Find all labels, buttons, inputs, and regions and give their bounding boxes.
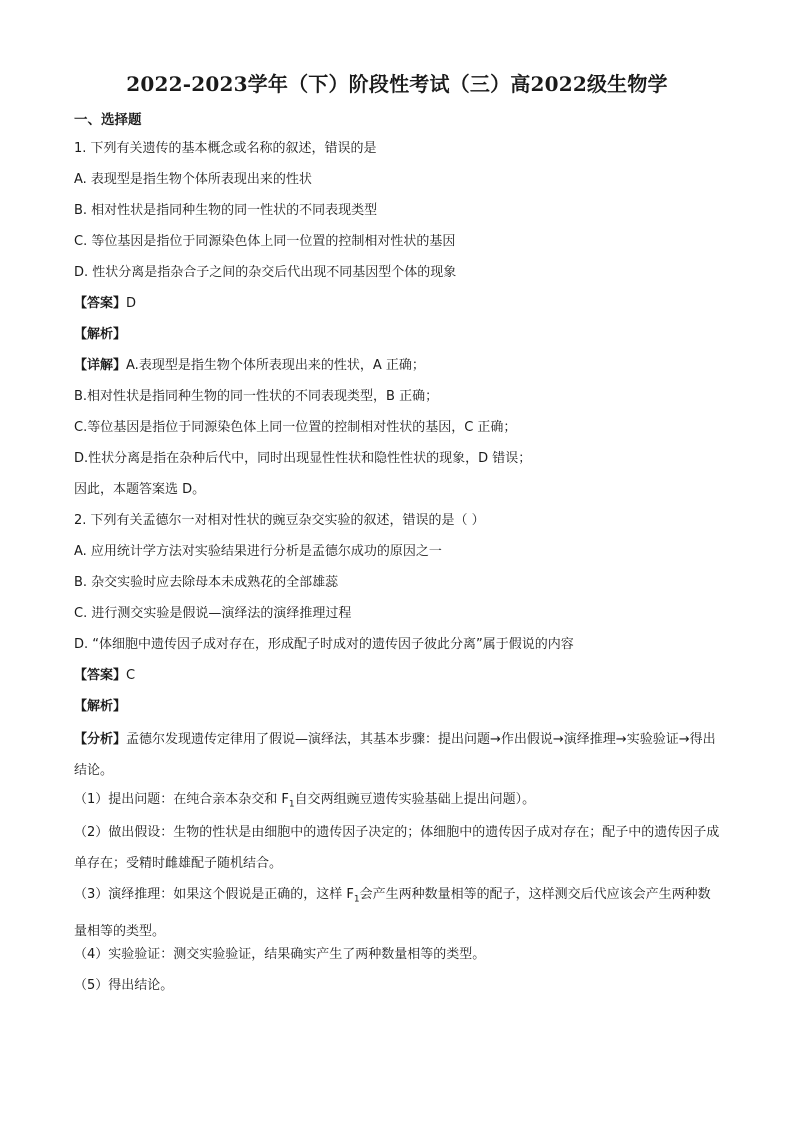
question-2-step-5: （5）得出结论。	[74, 978, 174, 993]
question-2-step-3	[74, 879, 720, 947]
question-1-option-b: B. 相对性状是指同种生物的同一性状的不同表现类型	[74, 203, 378, 218]
question-1-analysis-tag: 【解析】	[74, 327, 127, 342]
question-2-answer	[74, 666, 135, 686]
question-2-option-a: A. 应用统计学方法对实验结果进行分析是孟德尔成功的原因之一	[74, 544, 442, 559]
detail-tag: 【详解】	[74, 358, 127, 373]
answer-value: C	[126, 668, 136, 683]
question-1-option-d: D. 性状分离是指杂合子之间的杂交后代出现不同基因型个体的现象	[74, 265, 457, 280]
question-2-stem: 2. 下列有关孟德尔一对相对性状的豌豆杂交实验的叙述，错误的是（ ）	[74, 513, 485, 528]
detail-text: A.表现型是指生物个体所表现出来的性状，A 正确；	[126, 358, 425, 373]
step-3-post: 会产生两种数量相等的配子，这样测交后代应该会产生两种数量相等的类型。	[74, 887, 711, 939]
question-1-detail-3: C.等位基因是指位于同源染色体上同一位置的控制相对性状的基因，C 正确；	[74, 420, 517, 435]
question-2-step-4: （4）实验验证：测交实验验证，结果确实产生了两种数量相等的类型。	[74, 947, 486, 962]
question-2-option-c: C. 进行测交实验是假说—演绎法的演绎推理过程	[74, 606, 352, 621]
question-1-option-a: A. 表现型是指生物个体所表现出来的性状	[74, 172, 312, 187]
answer-value: D	[126, 296, 137, 311]
question-1-detail-4: D.性状分离是指在杂种后代中，同时出现显性性状和隐性性状的现象，D 错误；	[74, 451, 532, 466]
answer-tag: 【答案】	[74, 296, 127, 311]
question-1-stem: 1. 下列有关遗传的基本概念或名称的叙述，错误的是	[74, 141, 377, 156]
question-2-step-1	[74, 790, 535, 815]
step-3-subscript: 1	[353, 894, 360, 905]
question-2-option-d: D. “体细胞中遗传因子成对存在，形成配子时成对的遗传因子彼此分离”属于假说的内容	[74, 637, 574, 652]
question-1-detail-2: B.相对性状是指同种生物的同一性状的不同表现类型，B 正确；	[74, 389, 439, 404]
page-title: 2022-2023学年（下）阶段性考试（三）高2022级生物学	[126, 72, 668, 96]
question-1-conclusion: 因此，本题答案选 D。	[74, 482, 206, 497]
answer-tag: 【答案】	[74, 668, 127, 683]
fenxi-tag: 【分析】	[74, 732, 127, 747]
step-1-subscript: 1	[288, 799, 295, 810]
step-1-pre: （1）提出问题：在纯合亲本杂交和 F	[74, 792, 289, 807]
question-2-analysis-tag: 【解析】	[74, 699, 127, 714]
section-heading: 一、选择题	[74, 112, 142, 128]
question-1-option-c: C. 等位基因是指位于同源染色体上同一位置的控制相对性状的基因	[74, 234, 456, 249]
question-1-answer	[74, 294, 136, 314]
question-2-fenxi	[74, 724, 720, 786]
step-3-pre: （3）演绎推理：如果这个假说是正确的，这样 F	[74, 887, 354, 902]
question-1-detail-1	[74, 356, 425, 376]
question-2-option-b: B. 杂交实验时应去除母本未成熟花的全部雄蕊	[74, 575, 339, 590]
fenxi-text: 孟德尔发现遗传定律用了假说—演绎法，其基本步骤：提出问题→作出假说→演绎推理→实验验证→得出结论。	[74, 732, 716, 778]
question-2-step-2: （2）做出假设：生物的性状是由细胞中的遗传因子决定的；体细胞中的遗传因子成对存在；配子中的遗传因子成单存在；受精时雌雄配子随机结合。	[74, 825, 720, 871]
step-1-post: 自交两组豌豆遗传实验基础上提出问题）。	[294, 792, 536, 807]
